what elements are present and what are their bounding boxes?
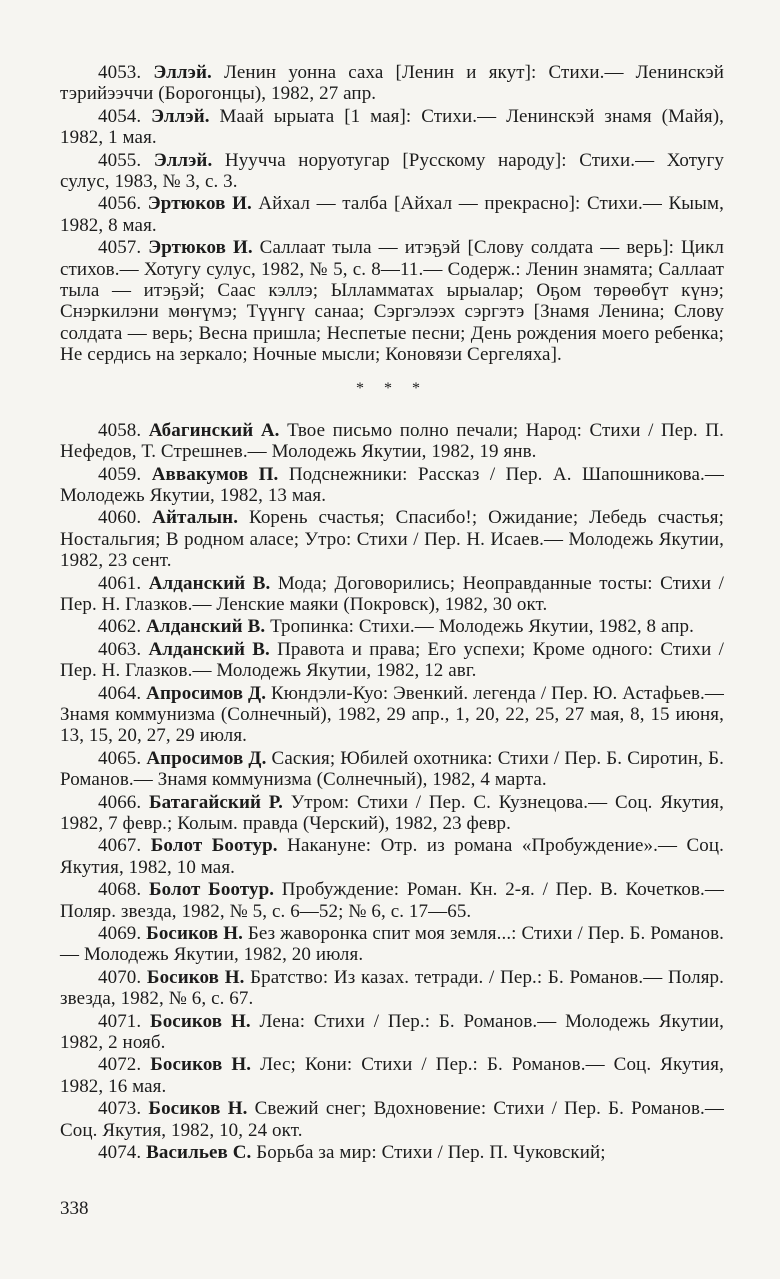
entry-number: 4073.: [98, 1098, 142, 1120]
entries-part-1: [60, 62, 724, 366]
entry-text: Лена: Стихи / Пер.: Б. Романов.— Молодежь Якутии, 1982, 2 нояб.: [60, 1010, 724, 1054]
entry-text: Мода; Договорились; Неоправданные тосты: Стихи / Пер. Н. Глазков.— Ленские маяки (Покровск), 1982, 30 окт.: [60, 572, 724, 615]
entry-author: Эллэй.: [153, 149, 213, 171]
page-number: 338: [60, 1198, 89, 1219]
entry-text: Подснежники: Рассказ / Пер. А. Шапошникова.— Молодежь Якутии, 1982, 13 мая.: [60, 463, 724, 506]
bibliography-entry: [60, 464, 724, 507]
bibliography-entry: [60, 683, 724, 747]
entry-author: Босиков Н.: [150, 1054, 252, 1076]
entry-author: Эртюков И.: [147, 193, 252, 215]
entry-author: Алданский В.: [148, 638, 270, 660]
entry-text: Айхал — талба [Айхал — прекрасно]: Стихи.— Кыым, 1982, 8 мая.: [60, 193, 724, 236]
entry-number: 4058.: [98, 419, 142, 441]
entry-text: Накануне: Отр. из романа «Пробуждение».— Соц. Якутия, 1982, 10 мая.: [60, 835, 724, 878]
entry-author: Алданский В.: [148, 572, 271, 594]
bibliography-entry: [60, 835, 724, 878]
entry-text: Утром: Стихи / Пер. С. Кузнецова.— Соц. Якутия, 1982, 7 февр.; Колым. правда (Черский), 1982, 23 февр.: [60, 791, 724, 834]
entry-number: 4056.: [98, 193, 142, 215]
entry-number: 4067.: [98, 835, 142, 857]
entry-number: 4060.: [98, 507, 142, 529]
bibliography-entry: [60, 62, 724, 105]
bibliography-entry: [60, 1098, 724, 1141]
entry-number: 4055.: [98, 149, 142, 171]
entry-author: Босиков Н.: [148, 1098, 248, 1120]
entry-text: Правота и права; Его успехи; Кроме одного: Стихи / Пер. Н. Глазков.— Молодежь Якутии, 1982, 12 авг.: [60, 638, 724, 682]
entry-author: Эллэй.: [153, 62, 212, 83]
entry-number: 4069.: [98, 923, 142, 945]
bibliography-entry: [60, 923, 724, 966]
entry-number: 4057.: [98, 237, 142, 259]
entry-text: Борьба за мир: Стихи / Пер. П. Чуковский;: [256, 1142, 606, 1164]
bibliography-entry: [60, 420, 724, 463]
bibliography-entry: [60, 792, 724, 835]
entry-author: Алданский В.: [146, 616, 266, 638]
section-separator: * * *: [356, 379, 428, 397]
entry-text: Саския; Юбилей охотника: Стихи / Пер. Б. Сиротин, Б. Романов.— Знамя коммунизма (Солнечный), 1982, 4 марта.: [60, 747, 724, 791]
bibliography-entry: [60, 967, 724, 1010]
entry-text: Братство: Из казах. тетради. / Пер.: Б. Романов.— Поляр. звезда, 1982, № 6, с. 67.: [60, 966, 724, 1010]
entry-text: Корень счастья; Спасибо!; Ожидание; Лебедь счастья; Ностальгия; В родном аласе; Утро: Стихи / Пер. Н. Исаев.— Молодежь Якутии, 1982, 23 сент.: [60, 507, 724, 572]
entry-author: Батагайский Р.: [148, 791, 283, 813]
bibliography-entry: [60, 150, 724, 193]
bibliography-entry: [60, 639, 724, 682]
entry-text: Ленин уонна саха [Ленин и якут]: Стихи.— Ленинскэй тэрийээччи (Борогонцы), 1982, 27 апр.: [60, 62, 725, 105]
entry-author: Апросимов Д.: [146, 747, 267, 769]
entry-author: Эллэй.: [151, 105, 210, 127]
entry-number: 4053.: [98, 62, 142, 83]
entry-number: 4054.: [98, 105, 142, 127]
entry-text: Тропинка: Стихи.— Молодежь Якутии, 1982, 8 апр.: [270, 616, 694, 638]
bibliography-entry: [60, 573, 724, 616]
entry-author: Васильев С.: [146, 1142, 252, 1164]
entry-author: Босиков Н.: [150, 1010, 251, 1032]
entry-number: 4065.: [98, 747, 142, 769]
bibliography-entry: [60, 879, 724, 922]
entries-part-2: [60, 420, 724, 1164]
entry-number: 4072.: [98, 1054, 142, 1076]
bibliography-entry: [60, 507, 724, 571]
entry-author: Болот Боотур.: [150, 835, 278, 857]
entry-author: Босиков Н.: [146, 966, 245, 988]
bibliography-entry: [60, 1054, 724, 1097]
bibliography-entry: [60, 616, 724, 637]
entry-author: Айталын.: [152, 507, 239, 529]
entry-author: Эртюков И.: [148, 237, 253, 259]
entry-number: 4066.: [98, 791, 142, 813]
entry-text: Пробуждение: Роман. Кн. 2-я. / Пер. В. Кочетков.— Поляр. звезда, 1982, № 5, с. 6—52; № 6, с. 17—65.: [60, 879, 724, 922]
entry-author: Абагинский А.: [148, 419, 280, 441]
bibliography-entry: [60, 1011, 724, 1054]
bibliography-entry: [60, 193, 724, 236]
entry-number: 4063.: [98, 638, 142, 660]
bibliography-entry: [60, 748, 724, 791]
entry-number: 4074.: [98, 1142, 142, 1164]
entry-text: Без жаворонка спит моя земля...: Стихи / Пер. Б. Романов.— Молодежь Якутии, 1982, 20 июля.: [60, 923, 724, 966]
entry-author: Апросимов Д.: [146, 682, 267, 704]
entry-number: 4068.: [98, 879, 142, 901]
entry-text: Саллаат тыла — итэҕэй [Слову солдата — верь]: Цикл стихов.— Хотугу сулус, 1982, № 5, с. 8—11.— Содерж.: Ленин знамята; Саллаат тыла — итэҕэй; Саас кэллэ; Ылламматах ырыалар; Оҕом төрөөбүт күнэ; Снэркилэни мөҥүмэ; Түүнгү санаа; Сэргэлээх сэргэтэ [Знамя Ленина; Слову солдата — верь; Весна пришла; Неспетые песни; День рождения моего ребенка; Не сердись на зеркало; Ночные мысли; Коновязи Сергеляха].: [60, 237, 724, 366]
entry-text: Свежий снег; Вдохновение: Стихи / Пер. Б. Романов.— Соц. Якутия, 1982, 10, 24 окт.: [60, 1098, 724, 1141]
entry-text: Лес; Кони: Стихи / Пер.: Б. Романов.— Соц. Якутия, 1982, 16 мая.: [60, 1054, 724, 1097]
entry-number: 4071.: [98, 1010, 142, 1032]
entry-author: Босиков Н.: [146, 923, 243, 945]
entry-text: Нуучча норуотугар [Русскому народу]: Стихи.— Хотугу сулус, 1983, № 3, с. 3.: [60, 149, 724, 193]
entry-author: Болот Боотур.: [148, 879, 275, 901]
entry-text: Маай ырыата [1 мая]: Стихи.— Ленинскэй знамя (Майя), 1982, 1 мая.: [60, 105, 724, 149]
entry-number: 4064.: [98, 682, 142, 704]
bibliography-entry: [60, 1142, 724, 1163]
bibliography-entry: [60, 106, 724, 149]
entry-text: Кюндэли-Куо: Эвенкий. легенда / Пер. Ю. Астафьев.— Знамя коммунизма (Солнечный), 1982, 29 апр., 1, 20, 22, 25, 27 мая, 8, 15 июня, 13, 15, 20, 27, 29 июля.: [60, 682, 724, 747]
bibliography-entry: [60, 237, 724, 365]
entry-number: 4061.: [98, 572, 142, 594]
entry-number: 4059.: [98, 463, 142, 485]
entry-text: Твое письмо полно печали; Народ: Стихи / Пер. П. Нефедов, Т. Стрешнев.— Молодежь Якутии, 1982, 19 янв.: [60, 419, 724, 463]
entry-number: 4062.: [98, 616, 142, 638]
entry-number: 4070.: [98, 966, 142, 988]
entry-author: Аввакумов П.: [151, 463, 279, 485]
